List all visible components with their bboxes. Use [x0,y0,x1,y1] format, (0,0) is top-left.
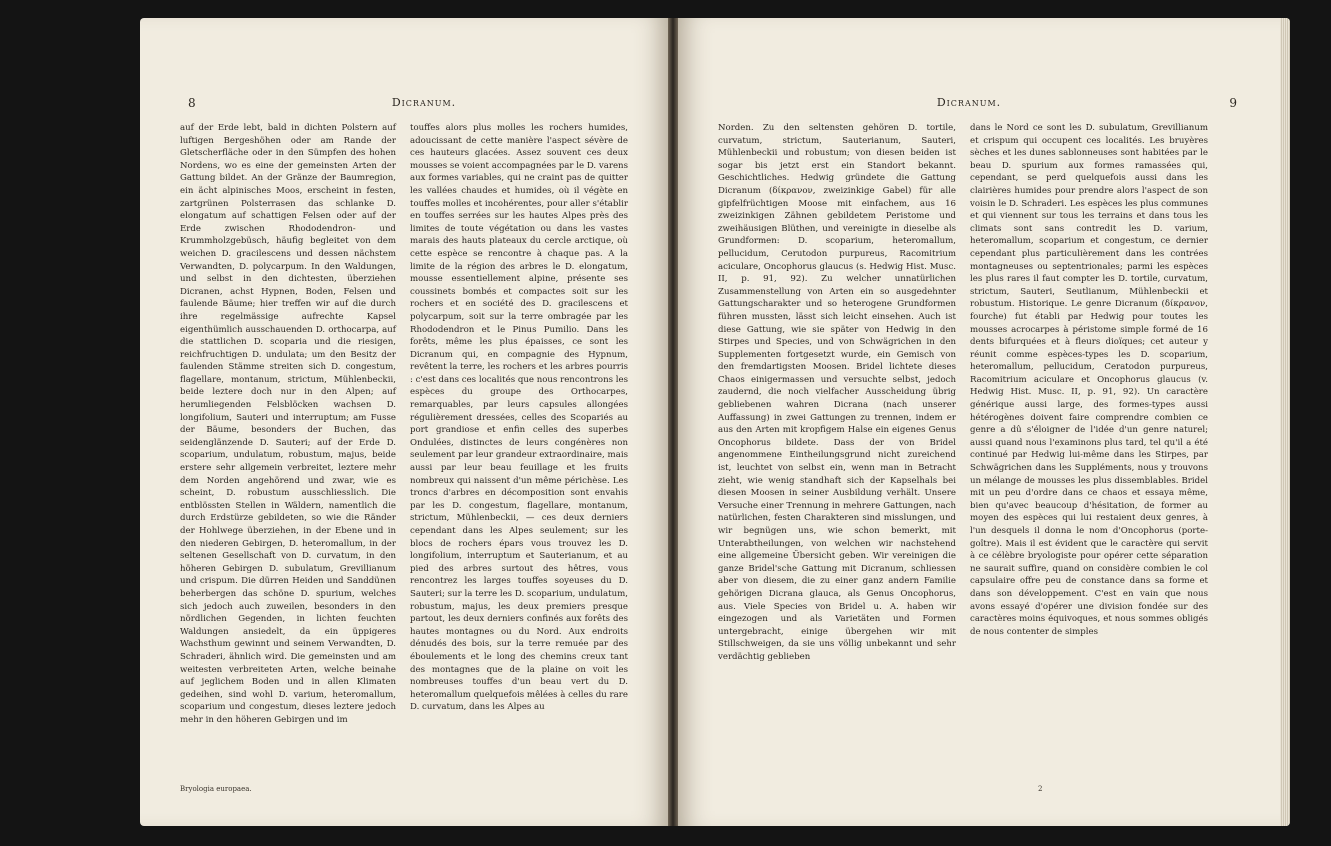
right-page [678,18,1290,826]
right-page-number: 9 [1229,96,1238,110]
right-column-french [970,122,1208,638]
right-column-german [718,122,956,664]
right-printer-signature: 2 [1038,785,1043,793]
left-header-title: Dicranum. [391,96,457,109]
left-column-french-text: touffes alors plus molles les rochers humides, adoucissant de cette manière l'aspect sévère de ces hauteurs glacées. Assez souvent ces deux mousses se voient accompagnées par le D. varens aux formes variables, qui ne craint pas de quitter les vallées chaudes et humides, où il végète en touffes molles et incohérentes, pour aller s'établir en touffes serrées sur les hautes Alpes près des limites de toute végétation ou dans les vastes marais des hauts plateaux du cercle arctique, où cette espèce se rencontre à chaque pas. A la limite de la région des arbres le D. elongatum, mousse essentiellement alpine, présente ses coussinets bombés et compactes soit sur les rochers et en société des D. gracilescens et polycarpum, soit sur la terre ombragée par les Rhododendron et le Pinus Pumilio. Dans les forêts, même les plus épaisses, ce sont les Dicranum qui, en compagnie des Hypnum, revêtent la terre, les rochers et les arbres pourris : c'est dans ces localités que nous rencontrons les espèces du groupe des Orthocarpes, remarquables, par leurs capsules allongées régulièrement dressées, celles des Scopariés au port grandiose et enfin celles des superbes Ondulées, distinctes de leurs congénères non seulement par leur grandeur extraordinaire, mais aussi par leur beau feuillage et les fruits nombreux qui naissent d'un même périchèse. Les troncs d'arbres en décomposition sont envahis par les D. congestum, flagellare, montanum, strictum, Mühlenbeckii, — ces deux derniers cependant dans les Alpes seulement; sur les blocs de rochers épars vous trouvez les D. longifolium, interruptum et Sauterianum, et au pied des arbres surtout des hêtres, vous rencontrez les larges touffes soyeuses du D. Sauteri; sur la terre les D. scoparium, undulatum, robustum, majus, les deux premiers presque partout, les deux derniers confinés aux forêts des hautes montagnes ou du Nord. Aux endroits dénudés des bois, sur la terre remuée par des éboulements et le long des chemins creux tant des montagnes que de la plaine on voit les nombreuses touffes d'un beau vert du D. heteromallum quelquefois mêlées à celles du rare D. curvatum, dans les Alpes au [410,123,629,713]
right-running-head [678,96,1290,112]
left-page [140,18,668,826]
left-column-german [180,122,396,727]
open-book [140,18,1290,826]
left-column-french [410,122,628,714]
left-printer-signature: Bryologia europaea. [180,785,252,793]
left-column-german-text: auf der Erde lebt, bald in dichten Polstern auf luftigen Bergeshöhen oder am Rande der Gletscherfläche oder in den Sümpfen des hohen Nordens, wo es eine der gemeinsten Arten der Gattung bildet. An der Gränze der Baumregion, ein ächt alpinisches Moos, erscheint in festen, zartgrünen Polsterrasen das schlanke D. elongatum auf schattigen Felsen oder auf der Erde zwischen Rhododendron- und Krummholzgebüsch, häufig begleitet von dem weichen D. gracilescens und dessen nächstem Verwandten, D. polycarpum. In den Waldungen, und selbst in den dichtesten, überziehen Dicranen, achst Hypnen, Boden, Felsen und faulende Bäume; hier treffen wir auf die durch ihre regelmässige aufrechte Kapsel eigenthümlich ausschauenden D. orthocarpa, auf die stattlichen D. scoparia und die riesigen, reichfruchtigen D. undulata; um den Besitz der faulenden Stämme streiten sich D. congestum, flagellare, montanum, strictum, Mühlenbeckii, beide leztere doch nur in den Alpen; auf herumliegenden Felsblöcken wachsen D. longifolium, Sauteri und interruptum; am Fusse der Bäume, besonders der Buchen, das seidenglänzende D. Sauteri; auf der Erde D. scoparium, undulatum, robustum, majus, beide erstere sehr allgemein verbreitet, leztere mehr dem Norden angehörend und zwar, wie es scheint, D. robustum ausschliesslich. Die entblössten Stellen in Wäldern, namentlich die durch Erdstürze gebildeten, so wie die Ränder der Hohlwege überziehen, in der Ebene und in den niederen Gebirgen, D. heteromallum, in der seltenen Gesellschaft von D. curvatum, in den höheren Gebirgen D. subulatum, Grevillianum und crispum. Die dürren Heiden und Sanddünen beherbergen das schöne D. spurium, welches sich jedoch auch zuweilen, besonders in den nördlichen Gegenden, in lichten feuchten Waldungen ansiedelt, da ein üppigeres Wachsthum gewinnt und seinem Verwandten, D. Schraderi, ähnlich wird. Die gemeinsten und am weitesten verbreiteten Arten, welche beinahe auf jeglichem Boden und in allen Klimaten gedeihen, sind wohl D. varium, heteromallum, scoparium und congestum, dieses leztere jedoch mehr in den höheren Gebirgen und im [180,123,396,725]
left-running-head [140,96,668,112]
book-gutter [668,18,678,826]
left-page-number: 8 [188,96,197,110]
page-fore-edge [1280,18,1290,826]
right-header-title: Dicranum. [936,96,1002,109]
right-column-french-text: dans le Nord ce sont les D. subulatum, Grevillianum et crispum qui occupent ces localités. Les bruyères sèches et les dunes sablonneuses sont habitées par le beau D. spurium aux formes ramassées qui, cependant, se perd quelquefois aussi dans les clairières humides pour prendre alors l'aspect de son voisin le D. Schraderi. Les espèces les plus communes et qui viennent sur tous les terrains et dans tous les climats sont sans contredit les D. varium, heteromallum, scoparium et congestum, ce dernier cependant plus particulièrement dans les contrées montagneuses ou septentrionales; parmi les espèces les plus rares il faut compter les D. tortile, curvatum, strictum, Sauteri, Seutlianum, Mühlenbeckii et robustum. Historique. Le genre Dicranum (δίκρανον, fourche) fut établi par Hedwig pour toutes les mousses acrocarpes à péristome simple formé de 16 dents bifurquées et à fleurs dioïques; cet auteur y réunit comme espèces-types les D. scoparium, heteromallum, pellucidum, Ceratodon purpureus, Racomitrium aciculare et Oncophorus glaucus (v. Hedwig Hist. Musc. II, p. 91, 92). Un caractère générique aussi large, des formes-types aussi hétérogènes doivent faire comprendre combien ce genre a dû s'éloigner de l'idée d'un genre naturel; aussi quand nous l'examinons plus tard, tel qu'il a été continué par Hedwig lui-même dans les Stirpes, par Schwägrichen dans les Suppléments, nous y trouvons un mélange de mousses les plus dissemblables. Bridel mit un peu d'ordre dans ce chaos et essaya même, bien qu'avec beaucoup d'hésitation, de former au moyen des espèces qui lui restaient deux genres, à l'un desquels il donna le nom d'Oncophorus (porte-goître). Mais il est évident que le caractère qui servit à ce célèbre bryologiste pour opérer cette séparation ne saurait suffire, quand on considère combien le col capsulaire offre peu de constance dans sa forme et dans son développement. C'est en vain que nous avons essayé d'opérer une division fondée sur des caractères moins équivoques, et nous sommes obligés de nous contenter de simples [970,123,1208,637]
right-column-german-text: Norden. Zu den seltensten gehören D. tortile, curvatum, strictum, Sauterianum, Sauteri, Mühlenbeckii und robustum; von diesen beiden ist sogar bis jetzt erst ein Standort bekannt. Geschichtliches. Hedwig gründete die Gattung Dicranum (δίκρανον, zweizinkige Gabel) für alle gipfelfrüchtigen Moose mit einfachem, aus 16 zweizinkigen Zähnen gebildetem Peristome und zweihäusigen Blüthen, und vereinigte in dieselbe als Grundformen: D. scoparium, heteromallum, pellucidum, Cerutodon purpureus, Racomitrium aciculare, Oncophorus glaucus (s. Hedwig Hist. Musc. II, p. 91, 92). Zu welcher unnatürlichen Zusammenstellung von Arten ein so ausgedehnter Gattungscharakter und so heterogene Grundformen führen mussten, lässt sich leicht einsehen. Auch ist diese Gattung, wie sie später von Hedwig in den Stirpes und Species, und von Schwägrichen in den Supplementen fortgesetzt wurde, ein Gemisch von den fremdartigsten Moosen. Bridel lichtete dieses Chaos einigermassen und versuchte selbst, jedoch zaudernd, die noch vielfacher Ausscheidung übrig gebliebenen wahren Dicrana (nach unserer Auffassung) in zwei Gattungen zu trennen, indem er aus den Arten mit kropfigem Halse ein eigenes Genus Oncophorus bildete. Dass der von Bridel angenommene Eintheilungsgrund nicht zureichend ist, leuchtet von selbst ein, wenn man in Betracht zieht, wie wenig standhaft sich der Kapselhals bei diesen Moosen in seiner Ausbildung verhält. Unsere Versuche einer Trennung in mehrere Gattungen, nach natürlichen, festen Charakteren sind misslungen, und wir begnügen uns, wie schon bemerkt, mit Unterabtheilungen, von welchen wir nachstehend eine allgemeine Übersicht geben. Wir vereinigen die ganze Bridel'sche Gattung mit Dicranum, schliessen aber von diesem, die zu einer ganz andern Familie gehörigen Dicrana glauca, als Genus Oncophorus, aus. Viele Species von Bridel u. A. haben wir eingezogen und als Varietäten und Formen untergebracht, einige übergehen wir mit Stillschweigen, da sie uns völlig unbekannt und sehr verdächtig geblieben [718,123,956,662]
